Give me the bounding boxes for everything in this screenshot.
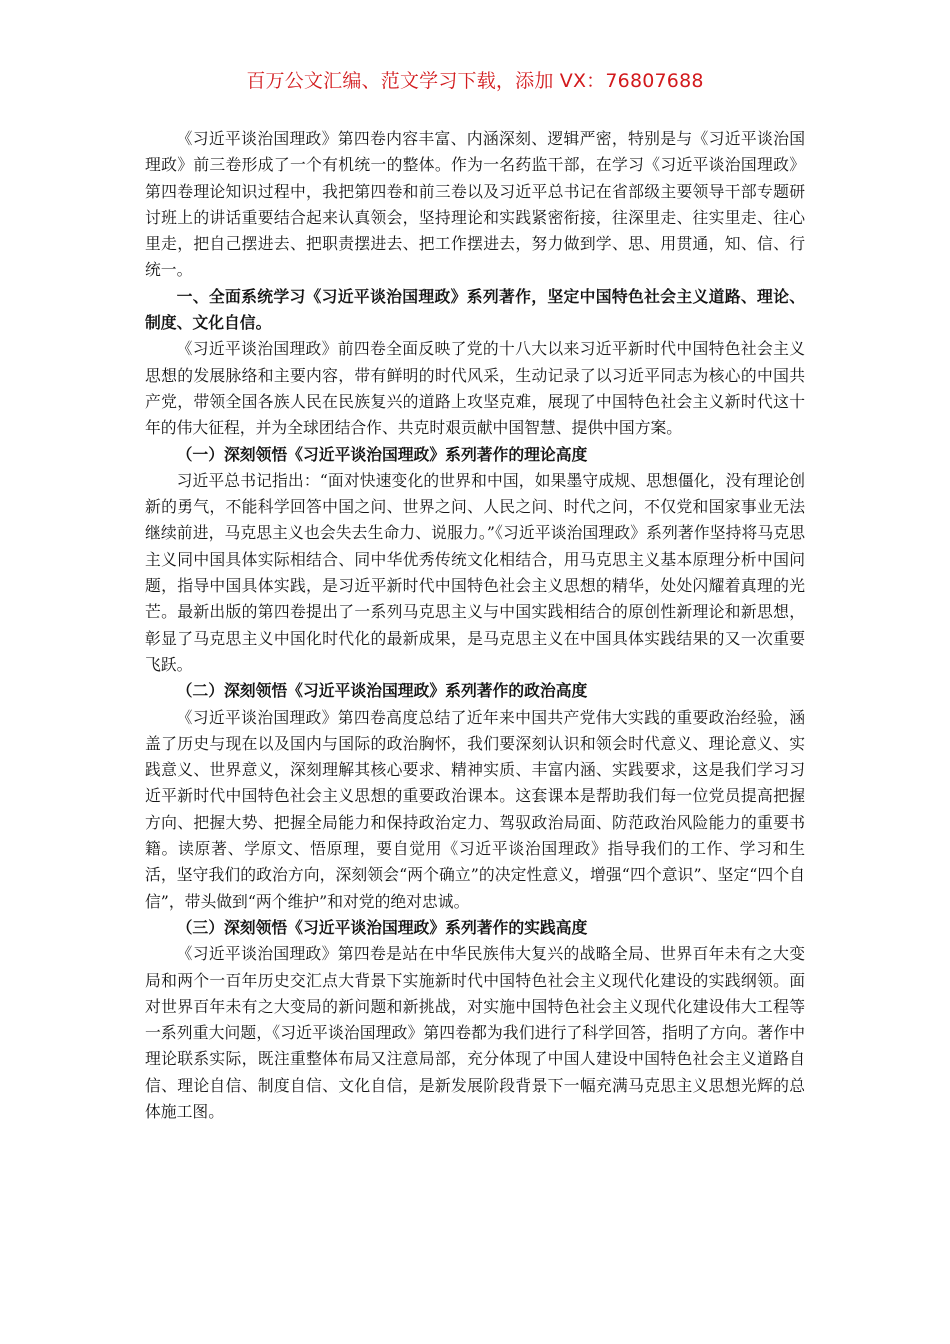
- subsection-paragraph-politics: 《习近平谈治国理政》第四卷高度总结了近年来中国共产党伟大实践的重要政治经验，涵盖了历史与现在以及国内与国际的政治胸怀，我们要深刻认识和领会时代意义、理论意义、实践意义、世界意义，深刻理解其核心要求、精神实质、丰富内涵、实践要求，这是我们学习习近平新时代中国特色社会主义思想的重要政治课本。这套课本是帮助我们每一位党员提高把握方向、把握大势、把握全局能力和保持政治定力、驾驭政治局面、防范政治风险能力的重要书籍。读原著、学原文、悟原理，要自觉用《习近平谈治国理政》指导我们的工作、学习和生活，坚守我们的政治方向，深刻领会“两个确立”的决定性意义，增强“四个意识”、坚定“四个自信”，带头做到“两个维护”和对党的绝对忠诚。: [145, 707, 805, 911]
- subsection-heading-practice: （三）深刻领悟《习近平谈治国理政》系列著作的实践高度: [176, 917, 588, 937]
- section-heading: 一、全面系统学习《习近平谈治国理政》系列著作，坚定中国特色社会主义道路、理论、制度、文化自信。: [145, 286, 805, 333]
- subsection-heading-theory: （一）深刻领悟《习近平谈治国理政》系列著作的理论高度: [176, 444, 588, 464]
- section-paragraph: 《习近平谈治国理政》前四卷全面反映了党的十八大以来习近平新时代中国特色社会主义思想的发展脉络和主要内容，带有鲜明的时代风采，生动记录了以习近平同志为核心的中国共产党，带领全国各族人民在民族复兴的道路上攻坚克难，展现了中国特色社会主义新时代这十年的伟大征程，并为全球团结合作、共克时艰贡献中国智慧、提供中国方案。: [145, 339, 805, 438]
- promo-banner: 百万公文汇编、范文学习下载，添加 VX：76807688: [246, 70, 704, 92]
- subsection-paragraph-practice: 《习近平谈治国理政》第四卷是站在中华民族伟大复兴的战略全局、世界百年未有之大变局和两个一百年历史交汇点大背景下实施新时代中国特色社会主义现代化建设的实践纲领。面对世界百年未有之大变局的新问题和新挑战，对实施中国特色社会主义现代化建设伟大工程等一系列重大问题，《习近平谈治国理政》第四卷都为我们进行了科学回答，指明了方向。著作中理论联系实际，既注重整体布局又注意局部，充分体现了中国人建设中国特色社会主义道路自信、理论自信、制度自信、文化自信，是新发展阶段背景下一幅充满马克思主义思想光辉的总体施工图。: [145, 944, 805, 1121]
- document-body: [145, 126, 805, 1125]
- intro-paragraph: 《习近平谈治国理政》第四卷内容丰富、内涵深刻、逻辑严密，特别是与《习近平谈治国理政》前三卷形成了一个有机统一的整体。作为一名药监干部，在学习《习近平谈治国理政》第四卷理论知识过程中，我把第四卷和前三卷以及习近平总书记在省部级主要领导干部专题研讨班上的讲话重要结合起来认真领会，坚持理论和实践紧密衔接，往深里走、往实里走、往心里走，把自己摆进去、把职责摆进去、把工作摆进去，努力做到学、思、用贯通，知、信、行统一。: [145, 129, 805, 280]
- subsection-paragraph-theory: 习近平总书记指出：“面对快速变化的世界和中国，如果墨守成规、思想僵化，没有理论创新的勇气，不能科学回答中国之问、世界之问、人民之问、时代之问，不仅党和国家事业无法继续前进，马克思主义也会失去生命力、说服力。”《习近平谈治国理政》系列著作坚持将马克思主义同中国具体实际相结合、同中华优秀传统文化相结合，用马克思主义基本原理分析中国问题，指导中国具体实践，是习近平新时代中国特色社会主义思想的精华，处处闪耀着真理的光芒。最新出版的第四卷提出了一系列马克思主义与中国实践相结合的原创性新理论和新思想，彰显了马克思主义中国化时代化的最新成果，是马克思主义在中国具体实践结果的又一次重要飞跃。: [145, 470, 805, 674]
- subsection-heading-politics: （二）深刻领悟《习近平谈治国理政》系列著作的政治高度: [176, 681, 588, 701]
